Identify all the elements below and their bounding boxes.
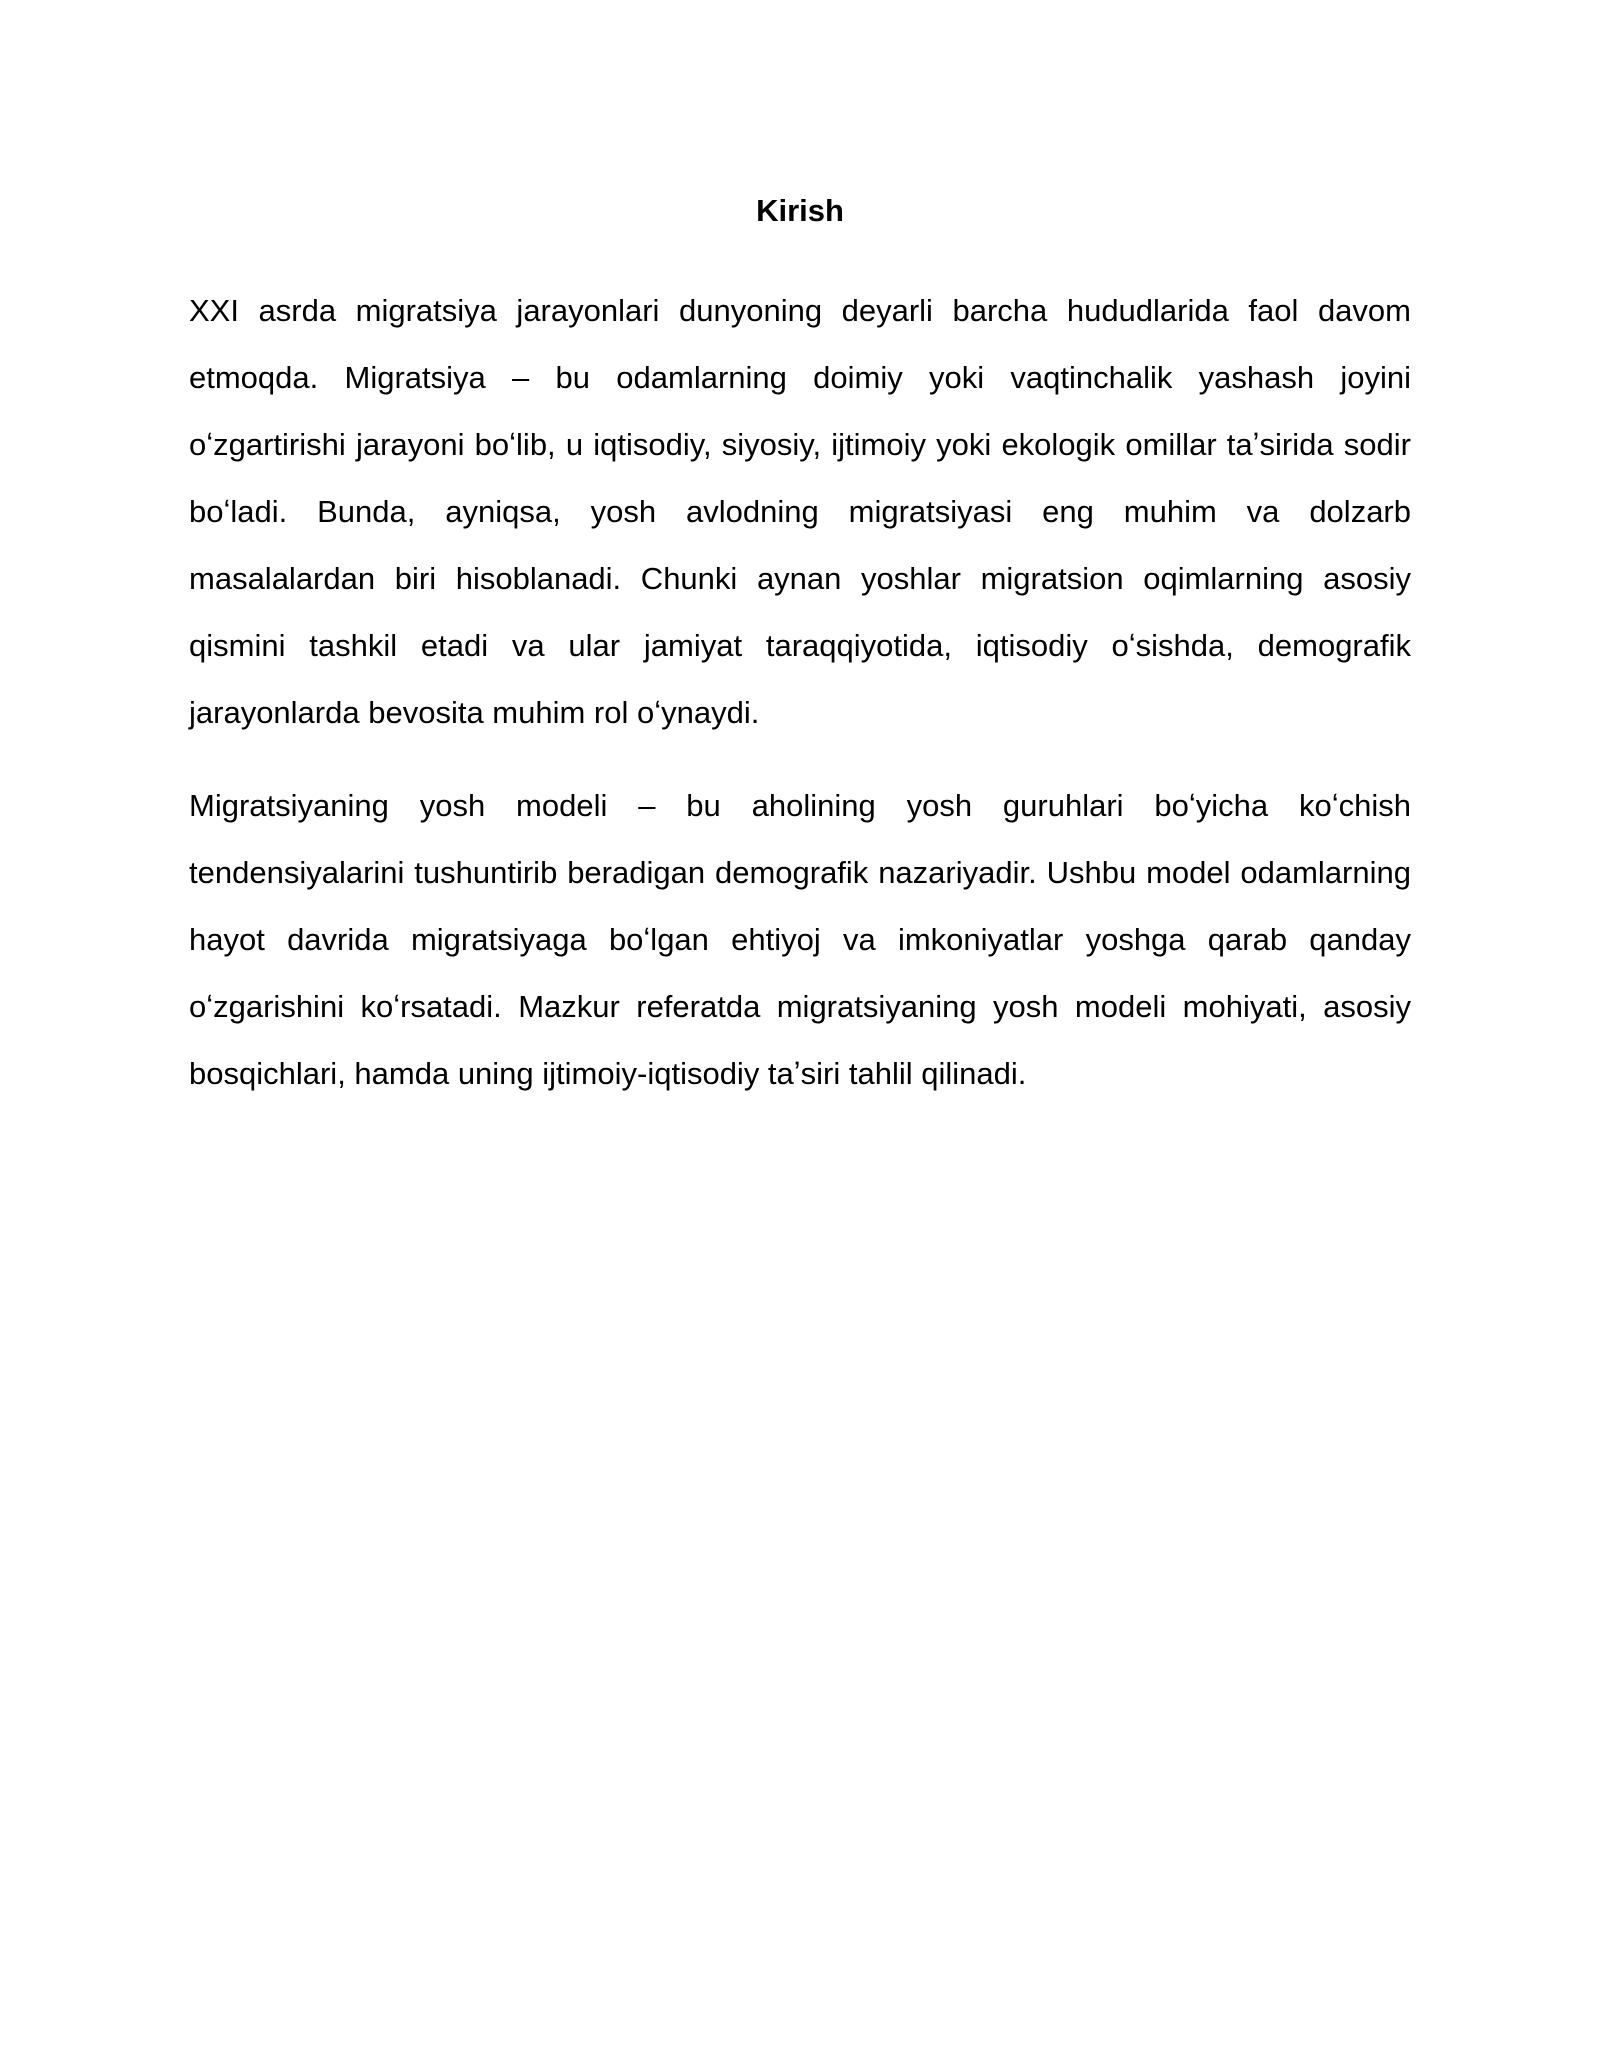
document-body [189,185,1411,1133]
section-heading: Kirish [756,193,844,228]
paragraph-age-model: Migratsiyaning yosh modeli – bu aholining yosh guruhlari boʻyicha koʻchish tendensiyalarini tushuntirib beradigan demografik nazariyadir. Ushbu model odamlarning hayot davrida migratsiyaga boʻlgan ehtiyoj va imkoniyatlar yoshga qarab qanday oʻzgarishini koʻrsatadi. Mazkur referatda migratsiyaning yosh modeli mohiyati, asosiy bosqichlari, hamda uning ijtimoiy-iqtisodiy taʼsiri tahlil qilinadi. [189,788,1411,1091]
paragraph-intro: XXI asrda migratsiya jarayonlari dunyoning deyarli barcha hududlarida faol davom etmoqda. Migratsiya – bu odamlarning doimiy yoki vaqtinchalik yashash joyini oʻzgartirishi jarayoni boʻlib, u iqtisodiy, siyosiy, ijtimoiy yoki ekologik omillar taʼsirida sodir boʻladi. Bunda, ayniqsa, yosh avlodning migratsiyasi eng muhim va dolzarb masalalardan biri hisoblanadi. Chunki aynan yoshlar migratsion oqimlarning asosiy qismini tashkil etadi va ular jamiyat taraqqiyotida, iqtisodiy oʻsishda, demografik jarayonlarda bevosita muhim rol oʻynaydi. [189,293,1411,730]
